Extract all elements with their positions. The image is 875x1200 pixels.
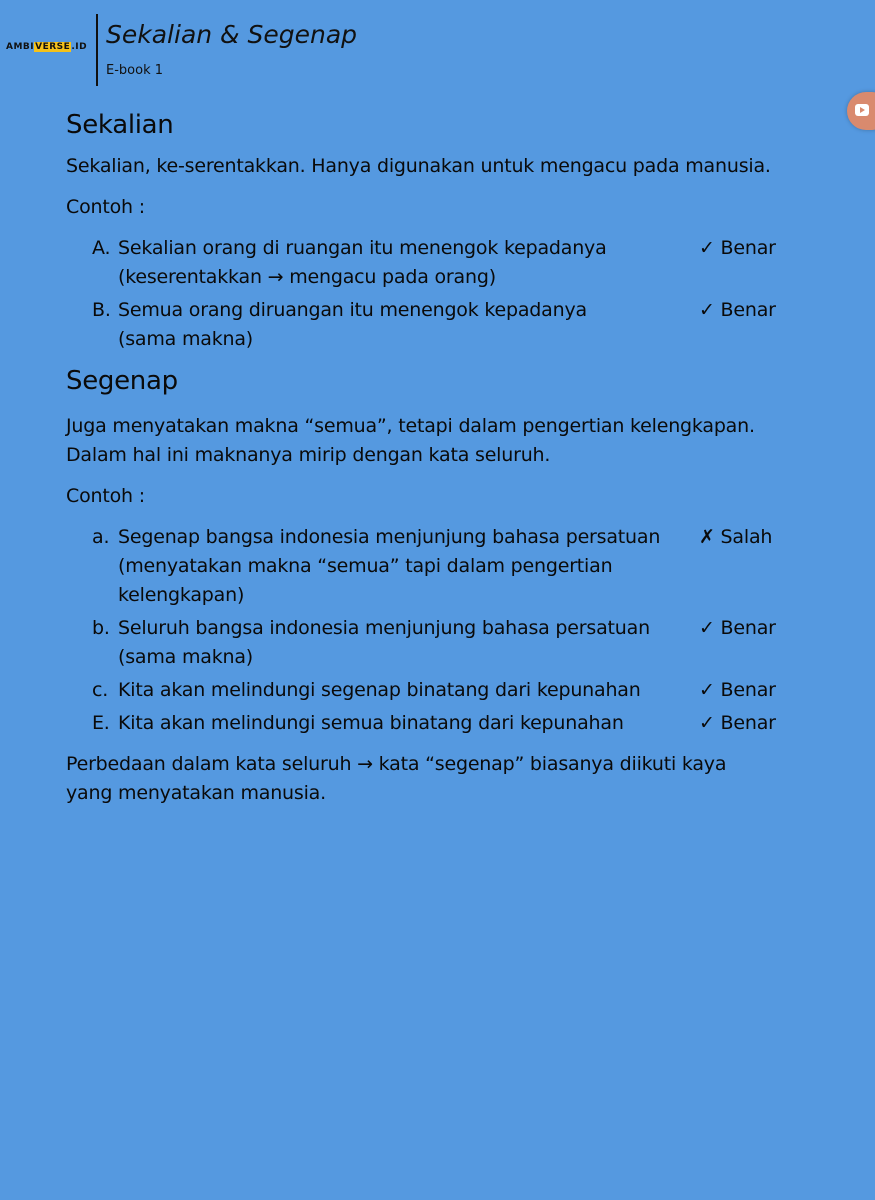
closing-note-line-2: yang menyatakan manusia. (66, 782, 326, 804)
list-item (66, 676, 826, 705)
header-divider (96, 14, 98, 86)
example-line: Seluruh bangsa indonesia menjunjung bahasa persatuan (118, 617, 650, 639)
list-marker: E. (92, 712, 110, 734)
verdict-label: ✓ Benar (699, 299, 776, 321)
list-item (66, 709, 826, 738)
section-heading-segenap: Segenap (66, 366, 178, 396)
list-marker: A. (92, 237, 111, 259)
page-content (66, 110, 826, 808)
example-line: Sekalian orang di ruangan itu menengok kepadanya (118, 237, 607, 259)
sekalian-contoh-label: Contoh : (66, 196, 145, 218)
play-icon (855, 104, 869, 116)
sekalian-example-list (66, 234, 826, 354)
logo-text-mid: VERSE (35, 42, 71, 52)
list-marker: b. (92, 617, 110, 639)
verdict-label: ✓ Benar (699, 617, 776, 639)
verdict-label: ✓ Benar (699, 712, 776, 734)
verdict-label: ✓ Benar (699, 237, 776, 259)
segenap-contoh-label: Contoh : (66, 485, 145, 507)
list-item (66, 614, 826, 672)
floating-play-button[interactable] (847, 92, 875, 130)
sekalian-description: Sekalian, ke-serentakkan. Hanya digunakan untuk mengacu pada manusia. (66, 155, 771, 177)
example-line: Kita akan melindungi semua binatang dari kepunahan (118, 712, 624, 734)
example-note: (menyatakan makna “semua” tapi dalam pengertian (118, 555, 613, 577)
list-marker: a. (92, 526, 110, 548)
document-title: Sekalian & Segenap (106, 20, 358, 49)
closing-note-line-1: Perbedaan dalam kata seluruh → kata “segenap” biasanya diikuti kaya (66, 753, 727, 775)
list-marker: c. (92, 679, 109, 701)
verdict-label: ✗ Salah (699, 526, 773, 548)
list-item (66, 234, 826, 292)
list-item (66, 296, 826, 354)
segenap-description-line-1: Juga menyatakan makna “semua”, tetapi dalam pengertian kelengkapan. (66, 415, 755, 437)
example-note: (sama makna) (118, 328, 253, 350)
list-item (66, 523, 826, 610)
segenap-example-list (66, 523, 826, 738)
document-subtitle: E-book 1 (106, 63, 163, 78)
example-line: Kita akan melindungi segenap binatang dari kepunahan (118, 679, 641, 701)
verdict-label: ✓ Benar (699, 679, 776, 701)
example-line: Semua orang diruangan itu menengok kepadanya (118, 299, 587, 321)
list-marker: B. (92, 299, 111, 321)
logo-text-right: .ID (71, 42, 88, 52)
logo-text-left: AMBI (6, 42, 35, 52)
section-heading-sekalian: Sekalian (66, 110, 174, 140)
example-note: (keserentakkan → mengacu pada orang) (118, 266, 496, 288)
segenap-description-line-2: Dalam hal ini maknanya mirip dengan kata seluruh. (66, 444, 551, 466)
example-line: Segenap bangsa indonesia menjunjung bahasa persatuan (118, 526, 661, 548)
ambiverse-logo (6, 42, 87, 52)
example-note: (sama makna) (118, 646, 253, 668)
page-header (0, 0, 875, 90)
example-note-continued: kelengkapan) (118, 584, 245, 606)
